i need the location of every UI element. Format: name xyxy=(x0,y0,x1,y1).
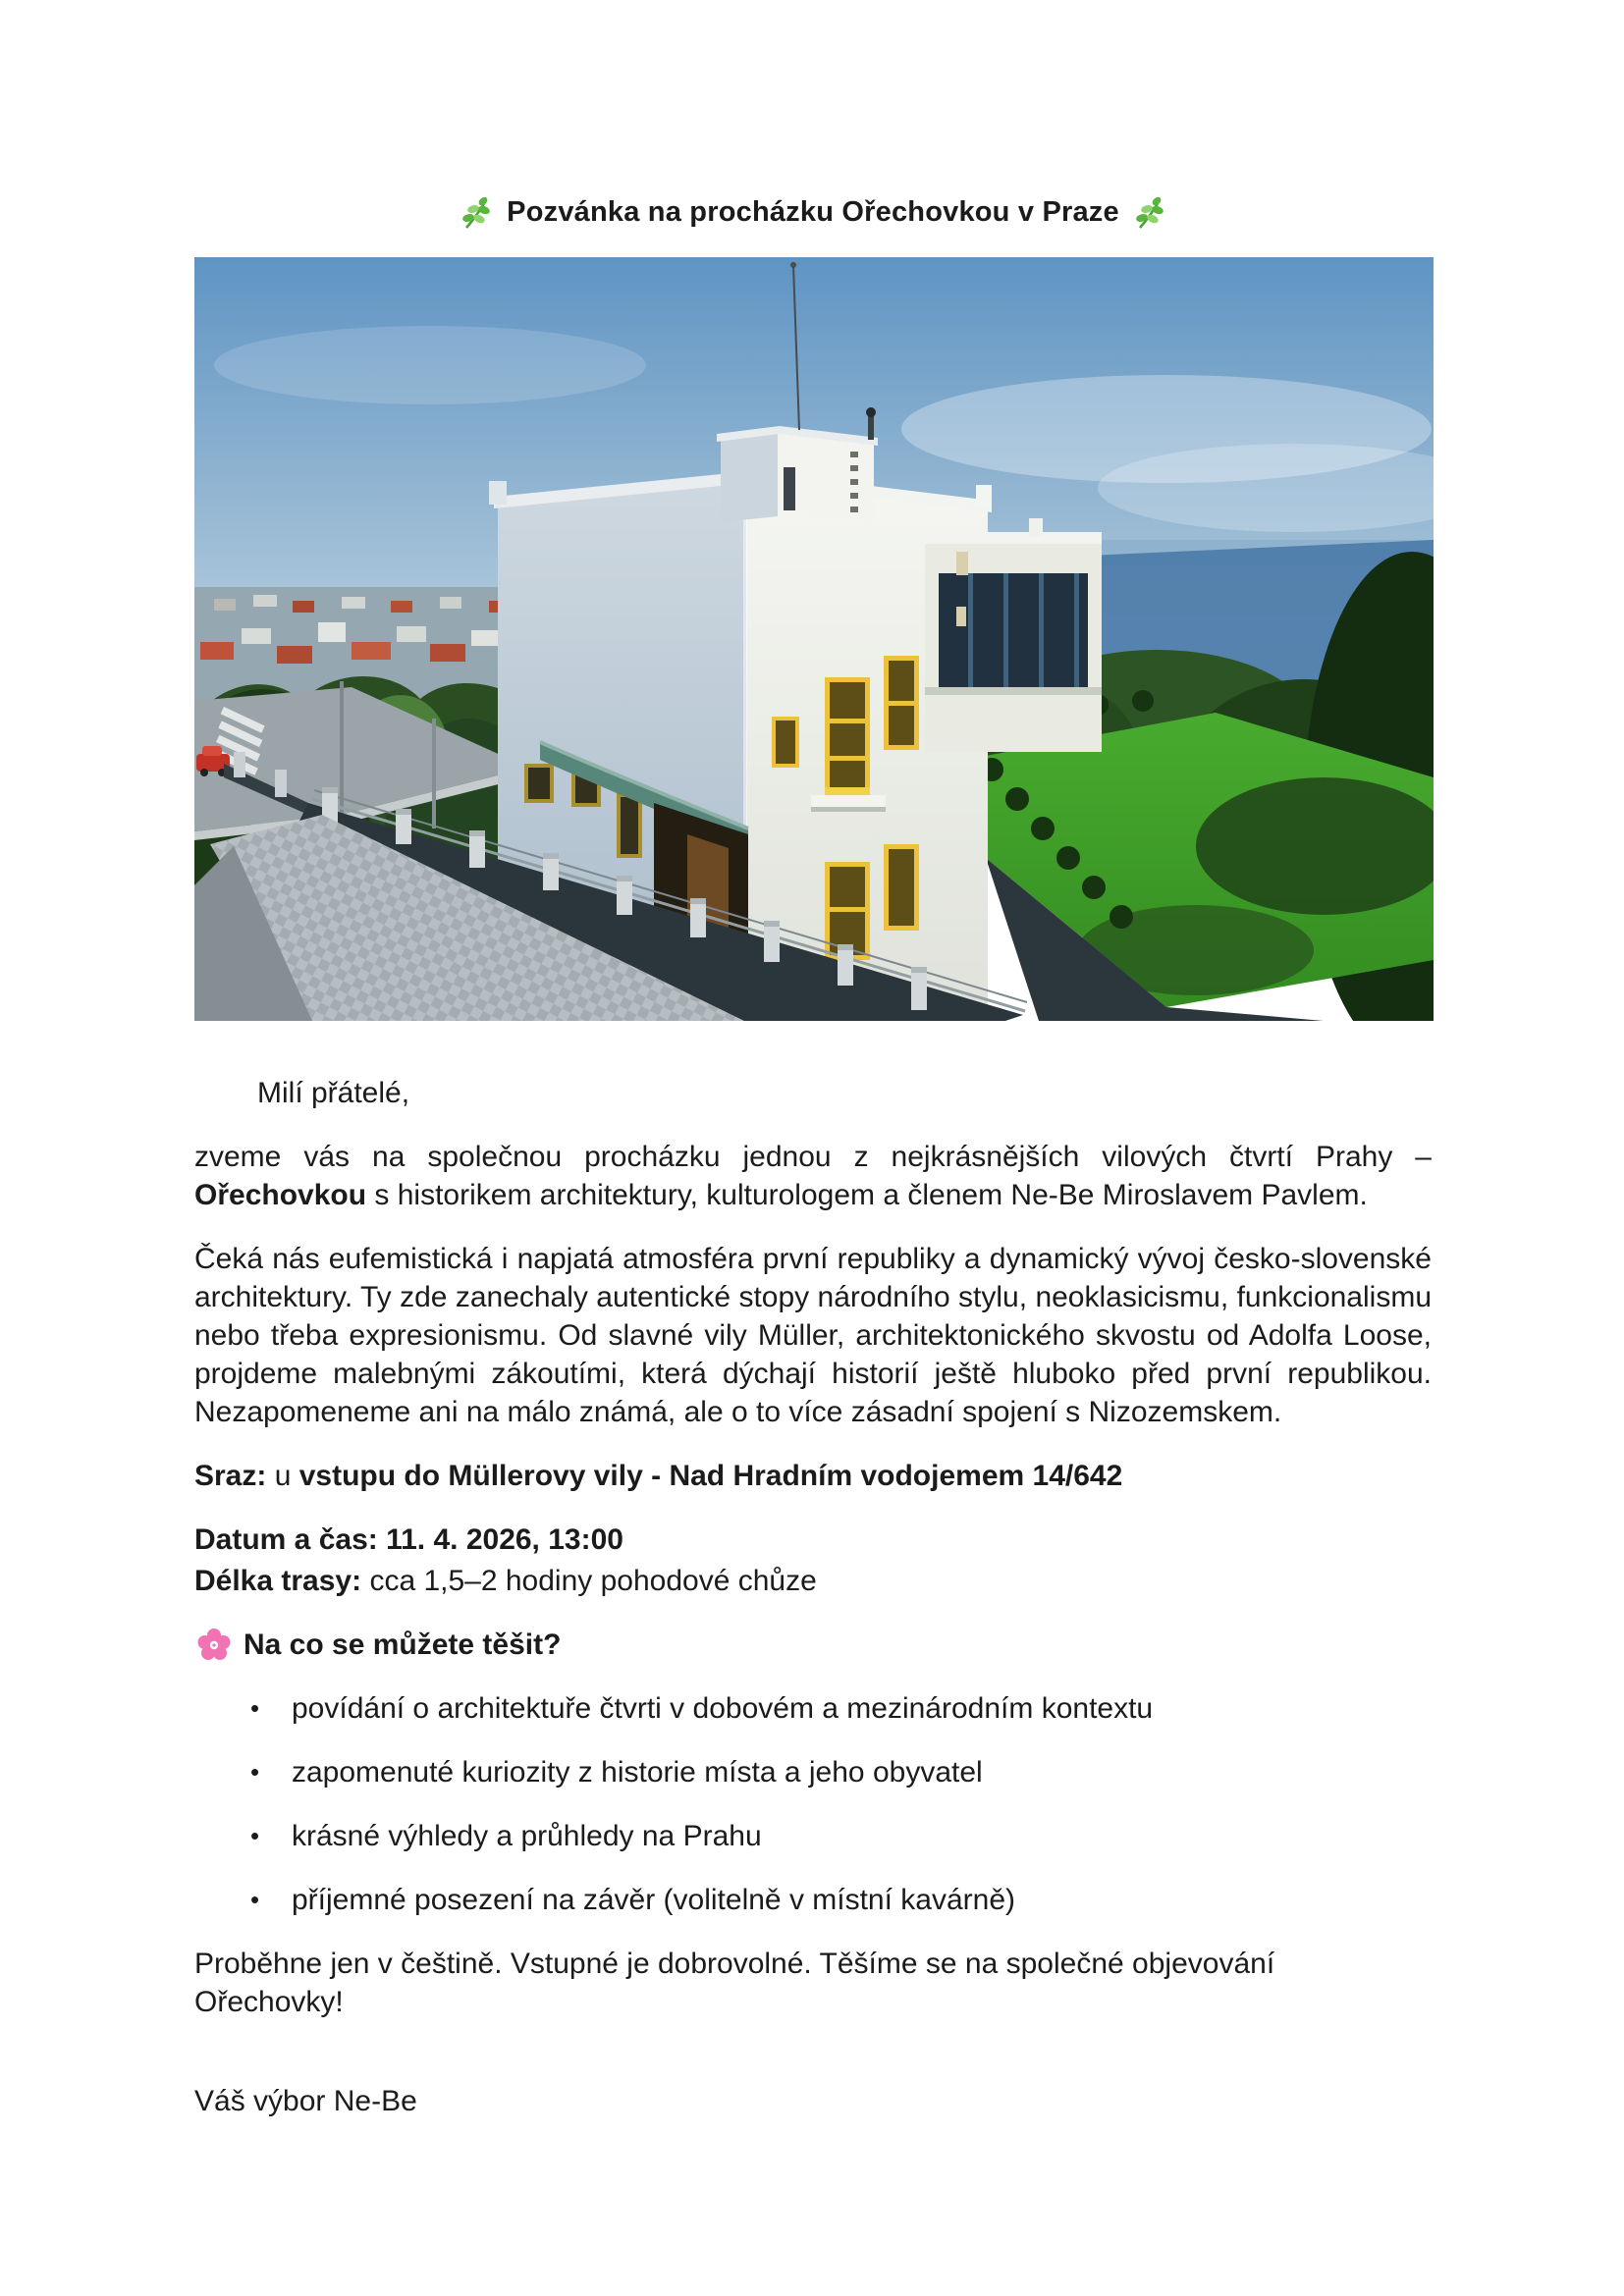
list-item-text: příjemné posezení na závěr (volitelně v místní kavárně) xyxy=(292,1884,1016,1916)
list-item-text: zapomenuté kuriozity z historie místa a jeho obyvatel xyxy=(292,1756,983,1789)
intro-paragraph xyxy=(194,1138,1432,1214)
datetime-value: 11. 4. 2026, 13:00 xyxy=(377,1523,623,1556)
highlights-heading-row xyxy=(194,1626,1432,1664)
signature-line: Váš výbor Ne-Be xyxy=(194,2085,417,2117)
herb-icon-right xyxy=(1133,194,1166,230)
villa-photo-image xyxy=(194,257,1434,1021)
villa-photo xyxy=(194,257,1434,1021)
document-title-row xyxy=(194,192,1432,232)
list-item xyxy=(194,1817,1432,1855)
intro-post: s historikem architektury, kulturologem a členem Ne-Be Miroslavem Pavlem. xyxy=(366,1179,1368,1211)
datetime-line xyxy=(194,1521,1432,1559)
intro-pre: zveme vás na společnou procházku jednou z nejkrásnějších vilových čtvrtí Prahy – xyxy=(194,1141,1432,1173)
route-length-value: cca 1,5–2 hodiny pohodové chůze xyxy=(361,1565,817,1597)
bullet-marker: • xyxy=(250,1821,260,1850)
list-item xyxy=(194,1689,1432,1728)
list-item xyxy=(194,1753,1432,1791)
description-paragraph: Čeká nás eufemistická i napjatá atmosféra první republiky a dynamický vývoj česko-slovenské architektury. Ty zde zanechaly autentické stopy národního stylu, neoklasicismu, funkcionalismu nebo třeba expresionismu. Od slavné vily Müller, architektonického skvostu od Adolfa Loose, projdeme malebnými zákoutími, která dýchají historií ještě hluboko před první republikou. Nezapomeneme ani na málo známá, ale o to více zásadní spojení s Nizozemskem. xyxy=(194,1243,1432,1428)
greeting-text: Milí přátelé, xyxy=(257,1077,410,1109)
meeting-point-connector: u xyxy=(266,1460,299,1492)
highlights-heading: Na co se můžete těšit? xyxy=(244,1629,562,1661)
page-title: Pozvánka na procházku Ořechovkou v Praze xyxy=(507,195,1119,228)
cherry-blossom-icon xyxy=(196,1628,232,1663)
bullet-marker: • xyxy=(250,1757,260,1787)
route-length-label: Délka trasy: xyxy=(194,1565,362,1597)
meeting-point-label: Sraz: xyxy=(194,1460,267,1492)
closing-paragraph: Proběhne jen v češtině. Vstupné je dobrovolné. Těšíme se na společné objevování Ořechovky! xyxy=(194,1948,1275,2018)
herb-icon-left xyxy=(460,194,493,230)
list-item-text: povídání o architektuře čtvrti v dobovém a mezinárodním kontextu xyxy=(292,1692,1154,1725)
bullet-marker: • xyxy=(250,1693,260,1723)
list-item xyxy=(194,1881,1432,1919)
bullet-marker: • xyxy=(250,1885,260,1914)
meeting-point-value: vstupu do Müllerovy vily - Nad Hradním vodojemem 14/642 xyxy=(298,1460,1123,1492)
intro-highlight: Ořechovkou xyxy=(194,1179,367,1211)
route-length-line xyxy=(194,1562,1432,1600)
list-item-text: krásné výhledy a průhledy na Prahu xyxy=(292,1820,762,1852)
datetime-label: Datum a čas: xyxy=(194,1523,378,1556)
meeting-point-line xyxy=(194,1457,1432,1495)
